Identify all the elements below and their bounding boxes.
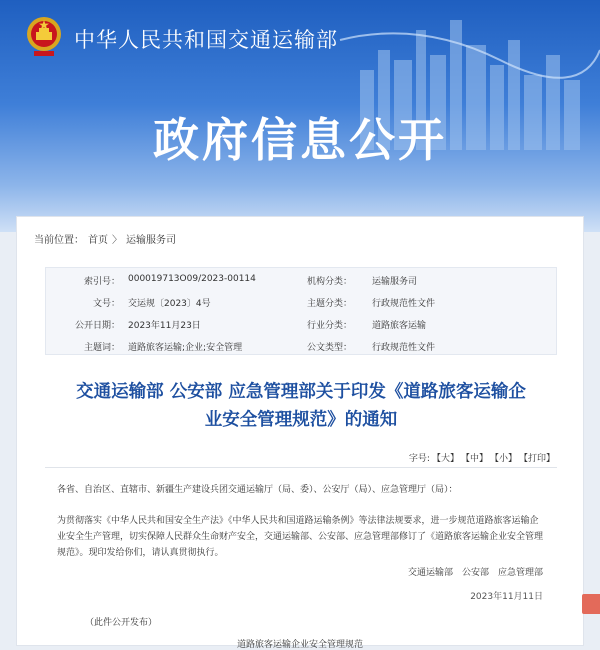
meta-value: 000019713O09/2023-00114	[128, 274, 256, 284]
publish-note: （此件公开发布）	[85, 618, 158, 628]
body-paragraph: 各省、自治区、直辖市、新疆生产建设兵团交通运输厅（局、委）、公安厅（局）、应急管理厅（局）：	[57, 485, 458, 495]
meta-key: 公开日期：	[74, 321, 120, 331]
font-size-label: 字号:	[408, 454, 430, 464]
meta-row	[46, 268, 556, 290]
signature: 交通运输部 公安部 应急管理部	[407, 568, 543, 578]
print-button[interactable]: 【打印】	[518, 454, 555, 464]
content-panel	[16, 216, 584, 650]
meta-key: 主题分类：	[306, 299, 352, 309]
breadcrumb-department-link[interactable]: 运输服务司	[126, 235, 176, 246]
breadcrumb-prefix: 当前位置：	[34, 235, 84, 246]
meta-key: 索引号：	[83, 277, 120, 287]
meta-value: 行政规范性文件	[372, 343, 436, 353]
breadcrumb	[34, 231, 176, 246]
meta-value: 道路旅客运输;企业;安全管理	[128, 343, 243, 353]
breadcrumb-home-link[interactable]: 首页	[88, 235, 108, 246]
meta-value: 道路旅客运输	[372, 321, 427, 331]
meta-row	[46, 334, 556, 356]
meta-key: 行业分类：	[306, 321, 352, 331]
meta-key: 主题词：	[83, 343, 120, 353]
floating-side-button[interactable]	[582, 594, 600, 614]
meta-row	[46, 290, 556, 312]
meta-key: 公文类型：	[306, 343, 352, 353]
article-title-line: 交通运输部 公安部 应急管理部关于印发《道路旅客运输企	[76, 382, 526, 402]
font-small-button[interactable]: 【小】	[489, 454, 517, 464]
meta-value: 运输服务司	[372, 277, 418, 287]
body-paragraph: 为贯彻落实《中华人民共和国安全生产法》《中华人民共和国道路运输条例》等法律法规要求，进一步规范道路旅客运输企业安全生产管理，切实保障人民群众生命财产安全，交通运输部、公安部、应急管理部修订了《道路旅客运输企业安全管理规范》。现印发给你们，请认真贯彻执行。	[57, 516, 544, 558]
meta-row	[46, 312, 556, 334]
section-title: 政府信息公开	[153, 113, 447, 167]
font-large-button[interactable]: 【大】	[431, 454, 459, 464]
site-name[interactable]: 中华人民共和国交通运输部	[74, 28, 338, 52]
meta-key: 文号：	[92, 299, 120, 309]
font-medium-button[interactable]: 【中】	[460, 454, 488, 464]
attachment-title: 道路旅客运输企业安全管理规范	[237, 640, 364, 650]
article-title	[37, 378, 565, 434]
issue-date: 2023年11月11日	[470, 592, 543, 602]
header-banner	[0, 0, 600, 232]
font-size-toolbar	[409, 451, 555, 464]
breadcrumb-separator: 〉	[112, 235, 122, 246]
article-title-line: 业安全管理规范》的通知	[204, 410, 398, 430]
meta-value: 2023年11月23日	[128, 321, 201, 331]
meta-value: 行政规范性文件	[372, 299, 436, 309]
national-emblem-icon[interactable]	[24, 14, 64, 58]
meta-key: 机构分类：	[306, 277, 352, 287]
divider	[45, 467, 557, 468]
meta-value: 交运规〔2023〕4号	[128, 299, 211, 309]
document-meta-table	[45, 267, 557, 355]
